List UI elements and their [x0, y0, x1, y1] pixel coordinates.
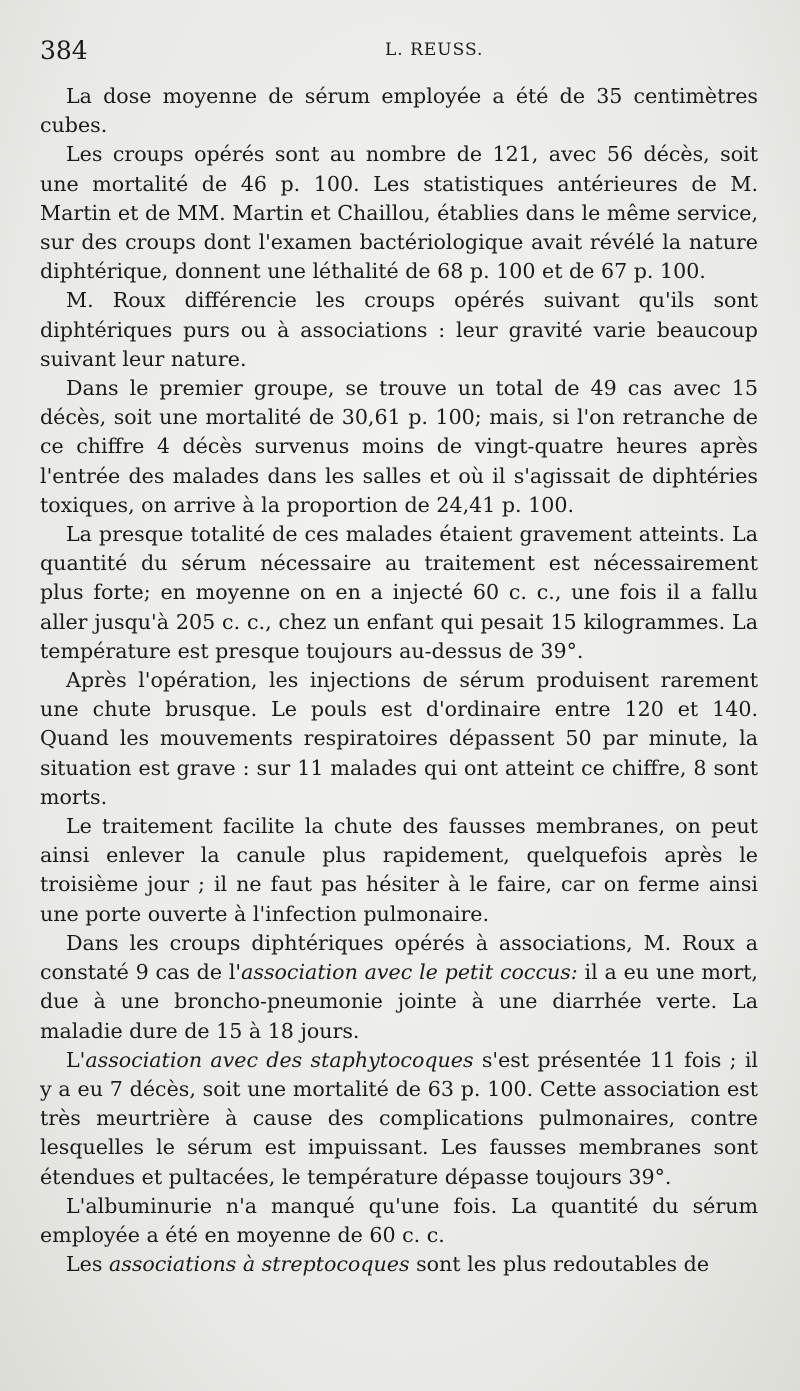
paragraph-2: Les croups opérés sont au nombre de 121, avec 56 décès, soit une mortalité de 46 p. 100. Les statistiques antérieures de M. Martin et de MM. Martin et Chaillou, établies dans le même service, sur des croups dont l'examen bactériologique avait révélé la nature diphtérique, donnent une léthalité de 68 p. 100 et de 67 p. 100. — [40, 142, 758, 284]
paragraph-10: L'albuminurie n'a manqué qu'une fois. La quantité du sérum employée a été en moyenne de 60 c. c. — [40, 1193, 758, 1247]
paragraph-7: Le traitement facilite la chute des fausses membranes, on peut ainsi enlever la canule plus rapidement, quelquefois après le troisième jour ; il ne faut pas hésiter à le faire, car on ferme ainsi une porte ouverte à l'infection pulmonaire. — [40, 814, 758, 926]
paragraph-3: M. Roux différencie les croups opérés suivant qu'ils sont diphtériques purs ou à associations : leur gravité varie beaucoup suivant leur nature. — [40, 288, 758, 371]
paragraph-9 — [40, 1046, 758, 1192]
paragraph-11-text-a: Les — [66, 1252, 109, 1277]
paragraph-6: Après l'opération, les injections de sérum produisent rarement une chute brusque. Le pouls est d'ordinaire entre 120 et 140. Quand les mouvements respiratoires dépassent 50 par minute, la situation est grave : sur 11 malades qui ont atteint ce chiffre, 8 sont morts. — [40, 668, 758, 809]
running-head: L. REUSS. — [385, 40, 484, 60]
paragraph-9-text-a: L' — [66, 1047, 86, 1072]
paragraph-9-text-c: s'est présentée 11 fois ; il y a eu 7 décès, soit une mortalité de 63 p. 100. Cette association est très meurtrière à cause des complications pulmonaires, contre lesquelles le sérum est impuissant. Les fausses membranes sont étendues et pultacées, le température dépasse toujours 39°. — [40, 1047, 758, 1189]
page-header — [40, 36, 752, 66]
paragraph-11-text-c: sont les plus redoutables de — [409, 1252, 710, 1277]
page-number: 384 — [40, 36, 88, 65]
paragraph-8-italic: association avec le petit coccus: — [241, 960, 578, 985]
paragraph-11 — [40, 1250, 758, 1279]
paragraph-8-text-c: il a eu une mort, due à une broncho-pneumonie jointe à une diarrhée verte. La maladie dure de 15 à 18 jours. — [40, 960, 758, 1043]
paragraph-9-italic: association avec des staphytocoques — [85, 1047, 474, 1072]
paragraph-8 — [40, 929, 758, 1046]
paragraph-1: La dose moyenne de sérum employée a été de 35 centimètres cubes. — [40, 84, 758, 138]
paragraph-4: Dans le premier groupe, se trouve un total de 49 cas avec 15 décès, soit une mortalité de 30,61 p. 100; mais, si l'on retranche de ce chiffre 4 décès survenus moins de vingt-quatre heures après l'entrée des malades dans les salles et où il s'agissait de diphtéries toxiques, on arrive à la proportion de 24,41 p. 100. — [40, 376, 758, 517]
paragraph-8-text-a: Dans les croups diphtériques opérés à associations, M. Roux a constaté 9 cas de l' — [40, 930, 758, 985]
paragraph-5: La presque totalité de ces malades étaient gravement atteints. La quantité du sérum nécessaire au traitement est nécessairement plus forte; en moyenne on en a injecté 60 c. c., une fois il a fallu aller jusqu'à 205 c. c., chez un enfant qui pesait 15 kilogrammes. La température est presque toujours au-dessus de 39°. — [40, 522, 758, 663]
body-text — [40, 82, 758, 1279]
paragraph-11-italic: associations à streptocoques — [108, 1252, 410, 1277]
